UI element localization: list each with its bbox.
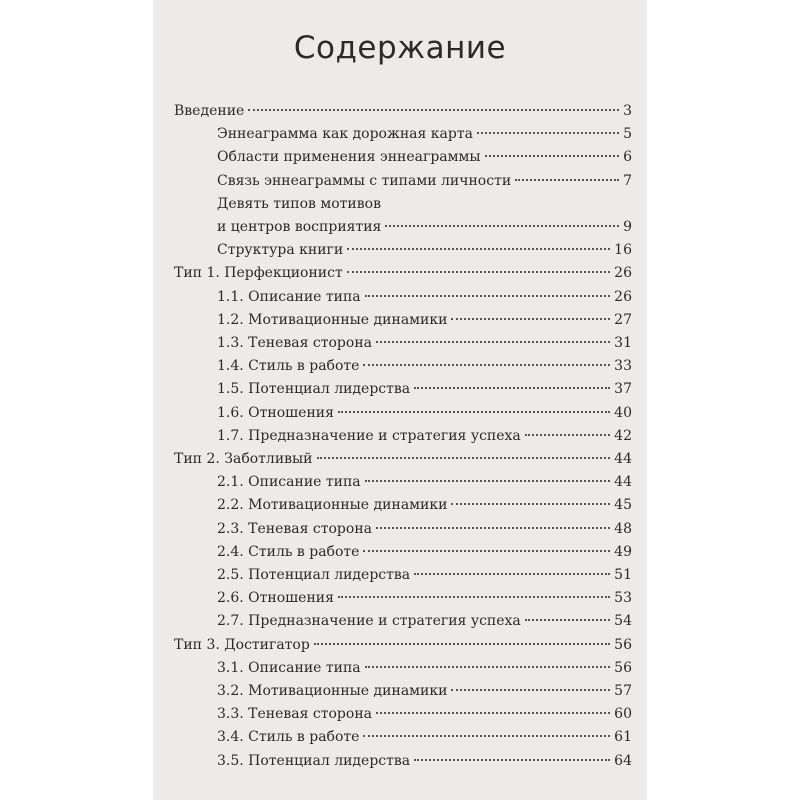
dot-leader [525,434,610,436]
toc-page-number: 44 [614,474,632,491]
toc-page-number: 57 [614,683,632,699]
toc-page-number: 56 [614,659,632,676]
dot-leader [414,387,610,389]
toc-page-number: 40 [614,404,632,421]
dot-leader [365,295,611,297]
toc-page-number: 44 [614,451,632,467]
toc-entry-label: Структура книги [217,242,344,259]
toc-page-number: 42 [614,427,632,444]
toc-entry-label: Эннеаграмма как дорожная карта [217,126,473,143]
toc-entry-label: 1.7. Предназначение и стратегия успеха [217,427,521,444]
dot-leader [376,527,610,529]
toc-entry-label: 2.3. Теневая сторона [217,520,372,537]
toc-subsection [217,286,632,308]
toc-entry-label: Тип 1. Перфекционист [174,265,343,282]
toc-subsection [217,564,632,586]
dot-leader [365,666,611,668]
toc-section [174,448,632,470]
dot-leader [376,712,610,714]
toc-page-number: 6 [623,149,632,166]
toc-subsection [217,703,632,725]
toc-subsection [217,726,632,748]
dot-leader [414,573,610,575]
toc-entry-label: Связь эннеаграммы с типами личности [217,172,512,189]
dot-leader [363,364,610,366]
toc-entry-label: Введение [174,103,245,119]
dot-leader [477,132,619,134]
toc-page-number: 33 [614,358,632,375]
toc-page-number: 26 [614,265,632,282]
toc-entry-label: 1.1. Описание типа [217,288,361,305]
toc-entry-label: 2.5. Потенциал лидерства [217,567,411,583]
toc-entry-label: Девять типов мотивов [217,195,381,212]
toc-entry-label: 3.3. Теневая сторона [217,706,372,723]
dot-leader [414,759,610,761]
dot-leader [385,225,619,227]
toc-subsection [217,355,632,377]
toc-subsection [217,657,632,679]
dot-leader [314,643,610,645]
toc-entry-label: 1.4. Стиль в работе [217,358,360,375]
toc-page-number: 49 [614,543,632,560]
dot-leader [451,503,610,505]
toc-subsection [217,518,632,540]
toc-page-number: 45 [614,497,632,514]
toc-entry-label: 1.5. Потенциал лидерства [217,381,411,398]
toc-entry-label: 3.5. Потенциал лидерства [217,752,411,769]
dot-leader [363,735,610,737]
dot-leader [365,480,611,482]
toc-section [174,634,632,656]
dot-leader [451,689,610,691]
dot-leader [525,619,610,621]
toc-page-number: 37 [614,381,632,398]
toc-page-number: 3 [623,103,632,119]
toc-entry-label: и центров восприятия [217,219,382,235]
toc-page-number: 56 [614,636,632,653]
page-title: Содержание [293,30,507,66]
toc-subsection [217,541,632,563]
dot-leader [347,248,610,250]
toc-page-number: 48 [614,520,632,537]
toc-subsection [217,610,632,632]
book-page [154,0,646,800]
dot-leader [317,457,611,459]
toc-page-number: 31 [614,335,632,351]
toc-subsection [217,680,632,702]
toc-subsection [217,750,632,772]
toc-subsection [217,146,632,168]
toc-subsection [217,239,632,261]
toc-entry-label: 2.7. Предназначение и стратегия успеха [217,613,521,630]
toc-page-number: 27 [614,311,632,328]
toc-subsection [217,123,632,145]
toc-page-number: 60 [614,706,632,723]
toc-page-number: 5 [623,126,632,143]
dot-leader [451,318,610,320]
toc-entry-label: 3.2. Мотивационные динамики [217,683,448,699]
toc-entry-label: 1.3. Теневая сторона [217,335,372,351]
toc-entry-label: 2.1. Описание типа [217,474,361,491]
toc-subsection [217,425,632,447]
dot-leader [338,596,610,598]
toc-page-number: 26 [614,288,632,305]
toc-page-number: 51 [614,567,632,583]
toc-section [174,100,632,122]
toc-entry-label: Тип 2. Заботливый [174,451,313,467]
toc-page-number: 7 [623,172,632,189]
toc-page-number: 61 [614,729,632,746]
toc-subsection [217,309,632,331]
toc-page-number: 54 [614,613,632,630]
toc-subsection [217,193,632,215]
toc-entry-label: 1.6. Отношения [217,404,334,421]
toc-entry-label: 2.2. Мотивационные динамики [217,497,448,514]
toc-subsection [217,378,632,400]
toc-subsection [217,471,632,493]
toc-page-number: 16 [614,242,632,259]
dot-leader [376,341,610,343]
toc-section [174,262,632,284]
dot-leader [347,271,610,273]
toc-page-number: 53 [614,590,632,607]
toc-entry-label: Области применения эннеаграммы [217,149,481,166]
dot-leader [515,179,619,181]
toc-entry-label: 2.4. Стиль в работе [217,543,360,560]
toc-subsection [217,332,632,354]
dot-leader [363,550,610,552]
toc-subsection [217,216,632,238]
toc-entry-label: 1.2. Мотивационные динамики [217,311,448,328]
dot-leader [338,411,610,413]
toc-entry-label: 2.6. Отношения [217,590,334,607]
toc-entry-label: Тип 3. Достигатор [174,636,310,653]
toc-subsection [217,494,632,516]
toc-subsection [217,587,632,609]
toc-page-number: 9 [623,219,632,235]
dot-leader [485,155,620,157]
toc-subsection [217,402,632,424]
dot-leader [248,109,619,111]
toc-entry-label: 3.1. Описание типа [217,659,361,676]
toc-page-number: 64 [614,752,632,769]
toc-entry-label: 3.4. Стиль в работе [217,729,360,746]
toc-subsection [217,170,632,192]
